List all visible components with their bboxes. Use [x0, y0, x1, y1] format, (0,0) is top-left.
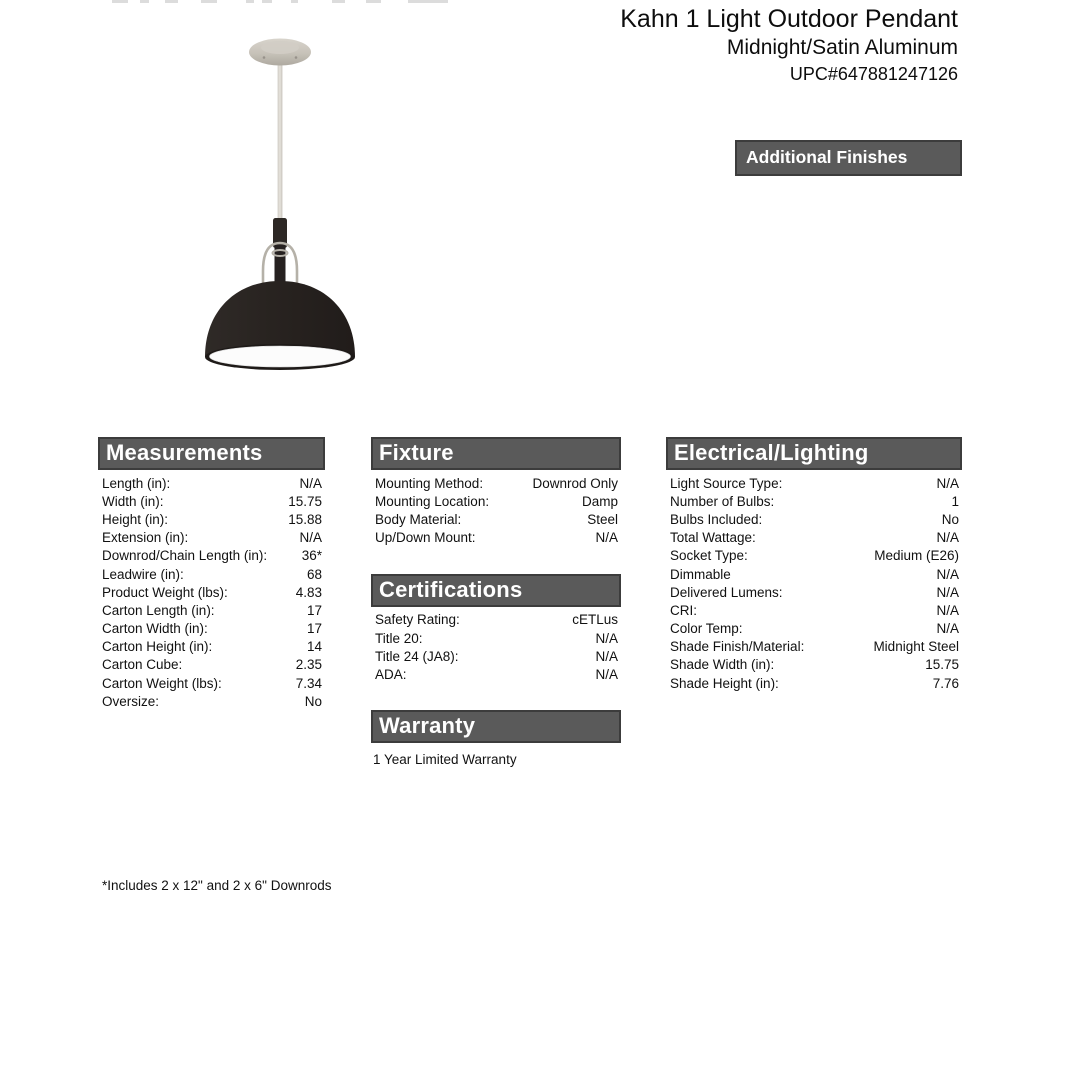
spec-value: 7.76 — [932, 675, 959, 691]
spec-row — [666, 474, 962, 492]
measurements-header: Measurements — [98, 437, 325, 470]
spec-row — [371, 629, 621, 647]
spec-label: Leadwire (in): — [102, 566, 184, 582]
spec-value: N/A — [595, 530, 618, 546]
measurements-section — [98, 437, 325, 710]
spec-row — [98, 529, 325, 547]
spec-row — [98, 638, 325, 656]
spec-value: N/A — [595, 648, 618, 664]
spec-value: Medium (E26) — [874, 548, 959, 564]
crop-dash — [366, 0, 381, 3]
spec-value: N/A — [595, 666, 618, 682]
spec-value: 14 — [306, 639, 322, 655]
spec-label: Carton Width (in): — [102, 621, 208, 637]
spec-label: Shade Height (in): — [670, 675, 779, 691]
crop-dash — [246, 0, 254, 3]
spec-value: Midnight Steel — [873, 639, 959, 655]
additional-finishes-header: Additional Finishes — [735, 140, 962, 176]
spec-label: Light Source Type: — [670, 475, 783, 491]
crop-dash — [201, 0, 217, 3]
spec-row — [371, 611, 621, 629]
spec-value: 15.88 — [288, 511, 322, 527]
spec-label: Width (in): — [102, 493, 164, 509]
spec-row — [98, 492, 325, 510]
spec-label: Mounting Location: — [375, 493, 490, 509]
spec-label: Carton Height (in): — [102, 639, 213, 655]
spec-label: Title 20: — [375, 630, 423, 646]
spec-row — [666, 529, 962, 547]
spec-label: Color Temp: — [670, 621, 743, 637]
spec-row — [371, 529, 621, 547]
spec-label: Safety Rating: — [375, 612, 460, 628]
spec-row — [666, 565, 962, 583]
spec-row — [666, 583, 962, 601]
product-upc: UPC#647881247126 — [789, 64, 958, 84]
spec-label: Socket Type: — [670, 548, 748, 564]
spec-value: 68 — [306, 566, 322, 582]
spec-label: Shade Width (in): — [670, 657, 775, 673]
product-finish: Midnight/Satin Aluminum — [726, 36, 958, 59]
spec-value: N/A — [936, 602, 959, 618]
spec-row — [98, 601, 325, 619]
spec-row — [371, 492, 621, 510]
downrod — [278, 58, 283, 223]
spec-label: Product Weight (lbs): — [102, 584, 228, 600]
spec-label: Mounting Method: — [375, 475, 484, 491]
spec-row — [371, 510, 621, 528]
spec-value: 15.75 — [925, 657, 959, 673]
fixture-rows — [371, 474, 621, 547]
spec-label: Carton Weight (lbs): — [102, 675, 222, 691]
spec-label: Height (in): — [102, 511, 169, 527]
spec-value: N/A — [936, 621, 959, 637]
spec-value: 7.34 — [295, 675, 322, 691]
crop-dash — [262, 0, 272, 3]
spec-row — [371, 647, 621, 665]
spec-row — [666, 620, 962, 638]
spec-value: Downrod Only — [532, 475, 618, 491]
spec-row — [666, 674, 962, 692]
spec-row — [666, 656, 962, 674]
spec-value: N/A — [936, 584, 959, 600]
spec-row — [98, 547, 325, 565]
spec-label: Body Material: — [375, 511, 462, 527]
spec-row — [98, 692, 325, 710]
spec-value: Damp — [581, 493, 618, 509]
spec-value: 15.75 — [288, 493, 322, 509]
spec-row — [666, 510, 962, 528]
spec-label: CRI: — [670, 602, 697, 618]
spec-row — [98, 474, 325, 492]
electrical-section — [666, 437, 962, 692]
spec-value: N/A — [936, 530, 959, 546]
spec-label: Carton Length (in): — [102, 602, 215, 618]
spec-row — [666, 601, 962, 619]
spec-label: Up/Down Mount: — [375, 530, 476, 546]
certifications-header: Certifications — [371, 574, 621, 607]
spec-label: Bulbs Included: — [670, 511, 763, 527]
crop-dash — [112, 0, 128, 3]
spec-value: N/A — [595, 630, 618, 646]
spec-value: N/A — [936, 566, 959, 582]
shade-interior — [210, 346, 351, 367]
spec-value: No — [941, 511, 959, 527]
warranty-header: Warranty — [371, 710, 621, 743]
spec-row — [371, 665, 621, 683]
product-title: Kahn 1 Light Outdoor Pendant — [620, 5, 958, 33]
spec-row — [98, 565, 325, 583]
crop-dash — [291, 0, 298, 3]
spec-value: 4.83 — [295, 584, 322, 600]
middle-column — [371, 437, 621, 767]
spec-row — [98, 674, 325, 692]
canopy-highlight — [261, 41, 299, 54]
spec-row — [98, 656, 325, 674]
spec-row — [98, 510, 325, 528]
spec-label: Number of Bulbs: — [670, 493, 775, 509]
spec-row — [371, 474, 621, 492]
spec-label: Total Wattage: — [670, 530, 756, 546]
spec-value: 17 — [306, 602, 322, 618]
spec-value: cETLus — [572, 612, 618, 628]
certifications-rows — [371, 611, 621, 684]
spec-label: Title 24 (JA8): — [375, 648, 459, 664]
canopy-screw — [295, 56, 298, 59]
spec-value: N/A — [936, 475, 959, 491]
downrod-footnote: *Includes 2 x 12" and 2 x 6" Downrods — [102, 878, 332, 893]
electrical-header: Electrical/Lighting — [666, 437, 962, 470]
spec-value: N/A — [299, 530, 322, 546]
product-title-block — [620, 4, 958, 88]
spec-value: No — [304, 693, 322, 709]
spec-label: Extension (in): — [102, 530, 189, 546]
fixture-header: Fixture — [371, 437, 621, 470]
crop-dash — [332, 0, 345, 3]
spec-value: 36* — [301, 548, 322, 564]
spec-row — [98, 620, 325, 638]
spec-row — [666, 492, 962, 510]
canopy-screw — [263, 56, 266, 59]
spec-label: Downrod/Chain Length (in): — [102, 548, 268, 564]
spec-row — [666, 547, 962, 565]
spec-value: 1 — [951, 493, 959, 509]
spec-row — [666, 638, 962, 656]
crop-dash — [408, 0, 448, 3]
spec-label: Delivered Lumens: — [670, 584, 783, 600]
crop-dash — [140, 0, 149, 3]
spec-row — [98, 583, 325, 601]
electrical-rows — [666, 474, 962, 692]
spec-label: Carton Cube: — [102, 657, 183, 673]
spec-label: Length (in): — [102, 475, 171, 491]
spec-value: Steel — [587, 511, 618, 527]
measurements-rows — [98, 474, 325, 710]
spec-value: 17 — [306, 621, 322, 637]
spec-value: N/A — [299, 475, 322, 491]
spec-label: Shade Finish/Material: — [670, 639, 805, 655]
product-image-pendant-light — [190, 25, 370, 385]
spec-label: Oversize: — [102, 693, 160, 709]
spec-label: ADA: — [375, 666, 407, 682]
spec-label: Dimmable — [670, 566, 731, 582]
spec-value: 2.35 — [295, 657, 322, 673]
warranty-text: 1 Year Limited Warranty — [373, 751, 517, 767]
crop-dash — [165, 0, 178, 3]
